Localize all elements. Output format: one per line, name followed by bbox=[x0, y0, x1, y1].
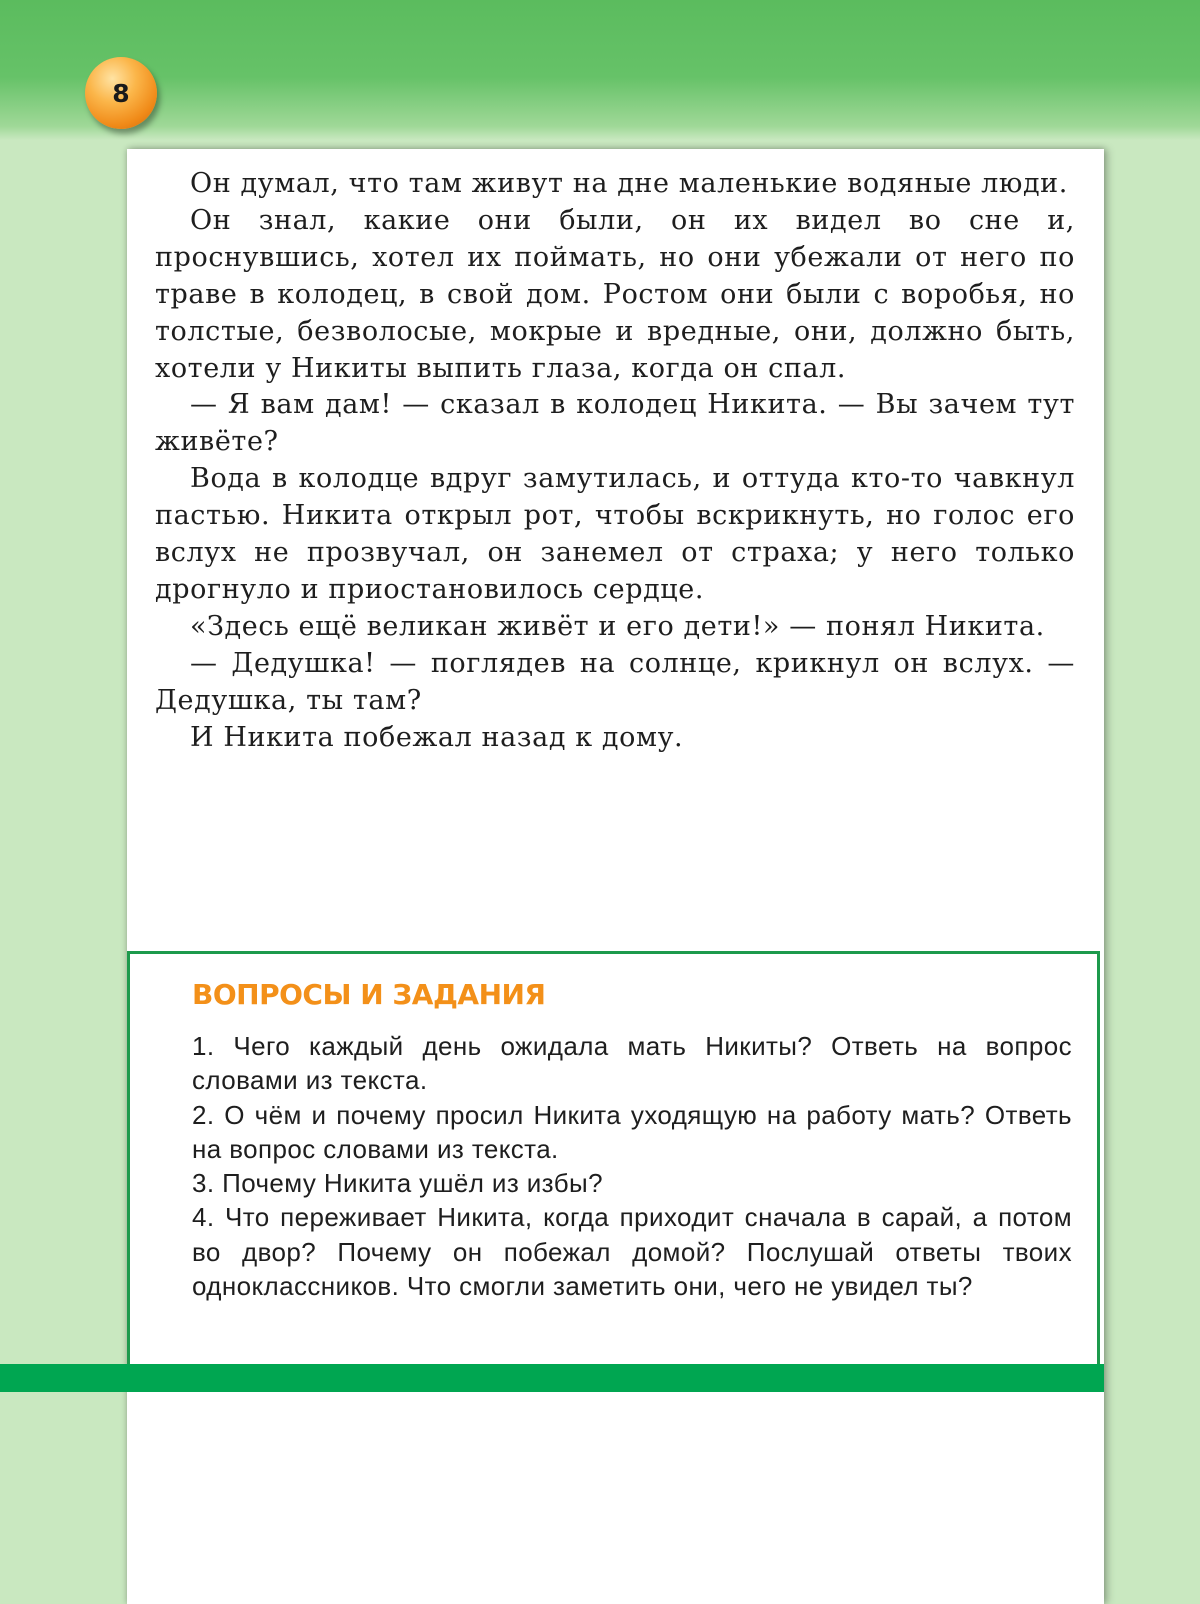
story-paragraph: Вода в колодце вдруг замутилась, и оттуда кто-то чавкнул пастью. Никита открыл рот, чтобы вскрикнуть, но голос его вслух не прозвучал, он занемел от страха; у него только дрогнуло и приостановилось сердце. bbox=[155, 463, 1075, 605]
page-number: 8 bbox=[112, 78, 130, 108]
story-paragraph: Он думал, что там живут на дне маленькие водяные люди. bbox=[190, 168, 1068, 199]
story-paragraph: — Я вам дам! — сказал в колодец Никита. — Вы зачем тут живёте? bbox=[155, 389, 1075, 458]
story-paragraph: — Дедушка! — поглядев на солнце, крикнул он вслух. — Дедушка, ты там? bbox=[155, 647, 1075, 716]
story-paragraph: Он знал, какие они были, он их видел во сне и, проснувшись, хотел их поймать, но они убежали от него по траве в колодец, в свой дом. Ростом они были с воробья, но толстые, безволосые, мокрые и вредные, они, должно быть, хотели у Никиты выпить глаза, когда он спал. bbox=[155, 204, 1075, 384]
task-item: 2. О чём и почему просил Никита уходящую на работу мать? Ответь на вопрос словами из текста. bbox=[192, 1099, 1072, 1164]
tasks-list bbox=[192, 1029, 1072, 1303]
story-paragraph: «Здесь ещё великан живёт и его дети!» — понял Никита. bbox=[190, 610, 1045, 642]
task-item: 3. Почему Никита ушёл из избы? bbox=[192, 1168, 603, 1199]
task-item: 4. Что переживает Никита, когда приходит сначала в сарай, а потом во двор? Почему он побежал домой? Послушай ответы твоих одноклассников. Что смогли заметить они, чего не увидел ты? bbox=[192, 1202, 1072, 1302]
page-number-badge bbox=[85, 57, 157, 129]
tasks-title: ВОПРОСЫ И ЗАДАНИЯ bbox=[192, 978, 546, 1011]
header-band bbox=[0, 0, 1200, 140]
story-text bbox=[155, 166, 1075, 757]
story-paragraph: И Никита побежал назад к дому. bbox=[190, 721, 684, 753]
footer-bar bbox=[0, 1364, 1104, 1392]
task-item: 1. Чего каждый день ожидала мать Никиты? Ответь на вопрос словами из текста. bbox=[192, 1031, 1072, 1096]
